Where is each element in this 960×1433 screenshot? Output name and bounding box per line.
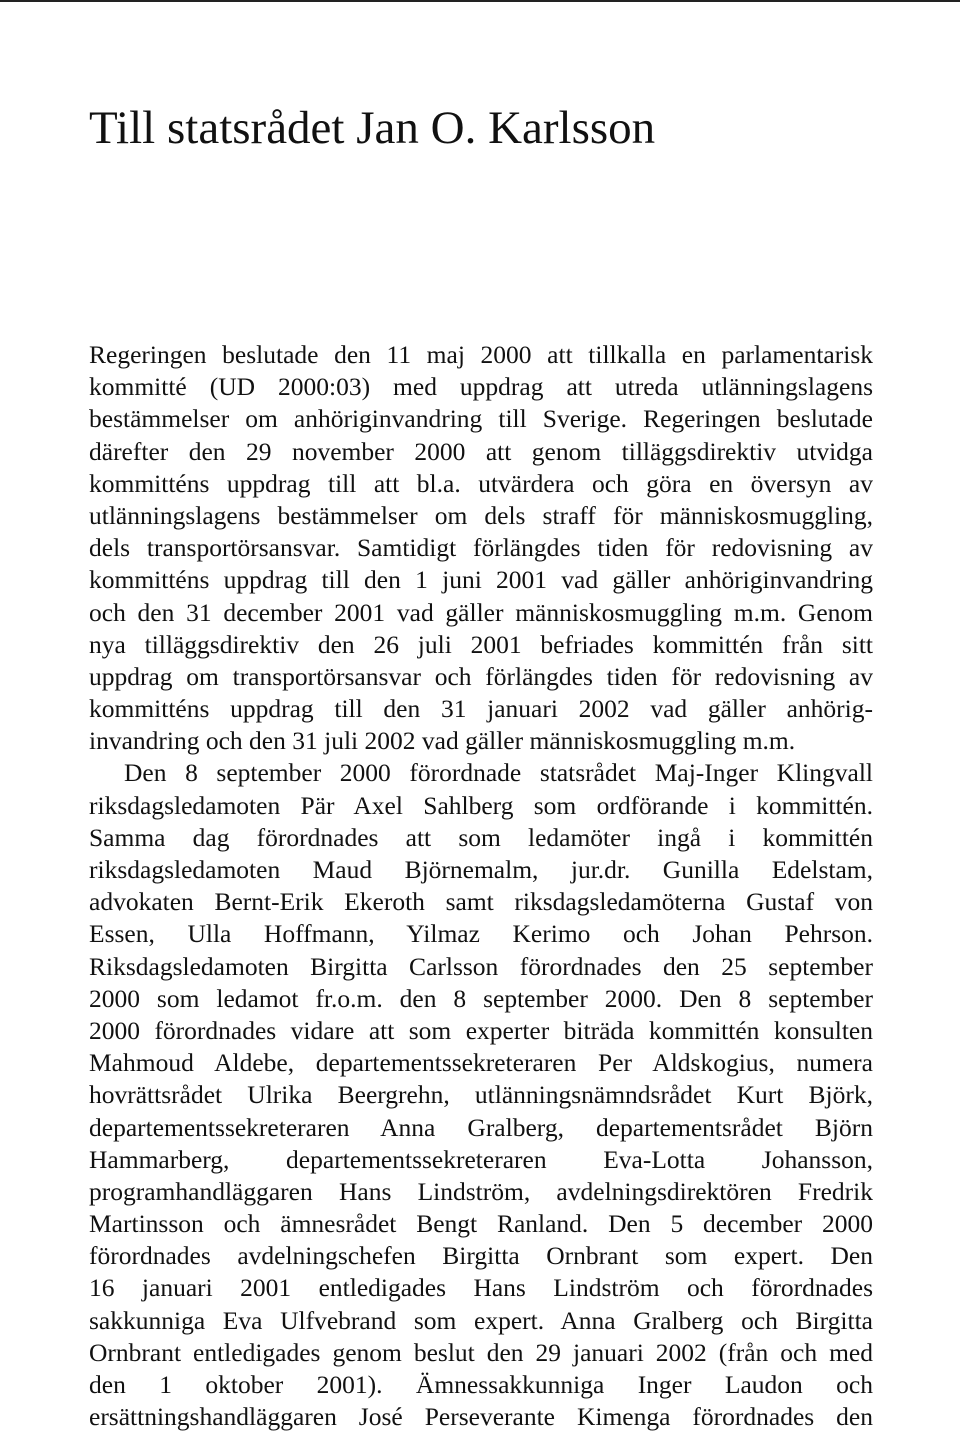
- paragraph-line: departementssekreteraren Anna Gralberg, departementsrådet Björn: [89, 1112, 873, 1142]
- paragraph-line: 2000 som ledamot fr.o.m. den 8 september 2000. Den 8 september: [89, 983, 873, 1013]
- paragraph-line: kommitté (UD 2000:03) med uppdrag att utreda utlänningslagens: [89, 372, 873, 402]
- paragraph-line: Martinsson och ämnesrådet Bengt Ranland. Den 5 december 2000: [89, 1209, 873, 1239]
- paragraph-1: [89, 339, 873, 757]
- paragraph-line: invandring och den 31 juli 2002 vad gäller människosmuggling m.m.: [89, 726, 796, 756]
- paragraph-line: bestämmelser om anhöriginvandring till Sverige. Regeringen beslutade: [89, 404, 873, 434]
- paragraph-line: kommitténs uppdrag till den 1 juni 2001 vad gäller anhöriginvandring: [89, 565, 873, 595]
- paragraph-line: Essen, Ulla Hoffmann, Yilmaz Kerimo och Johan Pehrson.: [89, 919, 873, 949]
- paragraph-line: utlänningslagens bestämmelser om dels straff för människosmuggling,: [89, 500, 873, 530]
- paragraph-line: uppdrag om transportörsansvar och förlängdes tiden för redovisning av: [89, 661, 873, 691]
- paragraph-line: dels transportörsansvar. Samtidigt förlängdes tiden för redovisning av: [89, 533, 873, 563]
- paragraph-line: advokaten Bernt-Erik Ekeroth samt riksdagsledamöterna Gustaf von: [89, 887, 873, 917]
- paragraph-line: därefter den 29 november 2000 att genom tilläggsdirektiv utvidga: [89, 436, 873, 466]
- paragraph-line: sakkunniga Eva Ulfvebrand som expert. Anna Gralberg och Birgitta: [89, 1305, 873, 1335]
- paragraph-line: Riksdagsledamoten Birgitta Carlsson förordnades den 25 september: [89, 951, 873, 981]
- paragraph-line: kommitténs uppdrag till att bl.a. utvärdera och göra en översyn av: [89, 468, 873, 498]
- paragraph-line: nya tilläggsdirektiv den 26 juli 2001 befriades kommittén från sitt: [89, 629, 873, 659]
- page-top-border: [0, 0, 960, 2]
- paragraph-line: Mahmoud Aldebe, departementssekreteraren Per Aldskogius, numera: [89, 1048, 873, 1078]
- paragraph-line: Samma dag förordnades att som ledamöter ingå i kommittén: [89, 822, 873, 852]
- paragraph-line: och den 31 december 2001 vad gäller människosmuggling m.m. Genom: [89, 597, 873, 627]
- page-title: Till statsrådet Jan O. Karlsson: [89, 102, 656, 154]
- paragraph-2: [89, 757, 873, 1433]
- paragraph-line: Ornbrant entledigades genom beslut den 29 januari 2002 (från och med: [89, 1337, 873, 1367]
- paragraph-line: förordnades avdelningschefen Birgitta Ornbrant som expert. Den: [89, 1241, 873, 1271]
- paragraph-line: programhandläggaren Hans Lindström, avdelningsdirektören Fredrik: [89, 1176, 873, 1206]
- paragraph-line: Hammarberg, departementssekreteraren Eva-Lotta Johansson,: [89, 1144, 873, 1174]
- paragraph-line: riksdagsledamoten Pär Axel Sahlberg som ordförande i kommittén.: [89, 790, 873, 820]
- paragraph-line: ersättningshandläggaren José Perseverante Kimenga förordnades den: [89, 1402, 873, 1432]
- paragraph-line: den 1 oktober 2001). Ämnessakkunniga Inger Laudon och: [89, 1370, 873, 1399]
- paragraph-line: 2000 förordnades vidare att som experter biträda kommittén konsulten: [89, 1015, 873, 1045]
- paragraph-line: 16 januari 2001 entledigades Hans Lindström och förordnades: [89, 1273, 873, 1303]
- paragraph-line: hovrättsrådet Ulrika Beergrehn, utlänningsnämndsrådet Kurt Björk,: [89, 1080, 873, 1110]
- paragraph-line: Den 8 september 2000 förordnade statsrådet Maj-Inger Klingvall: [124, 758, 873, 788]
- paragraph-line: riksdagsledamoten Maud Björnemalm, jur.dr. Gunilla Edelstam,: [89, 855, 873, 884]
- document-body: [89, 339, 873, 1433]
- paragraph-line: kommitténs uppdrag till den 31 januari 2002 vad gäller anhörig-: [89, 694, 873, 724]
- paragraph-line: Regeringen beslutade den 11 maj 2000 att tillkalla en parlamentarisk: [89, 340, 873, 369]
